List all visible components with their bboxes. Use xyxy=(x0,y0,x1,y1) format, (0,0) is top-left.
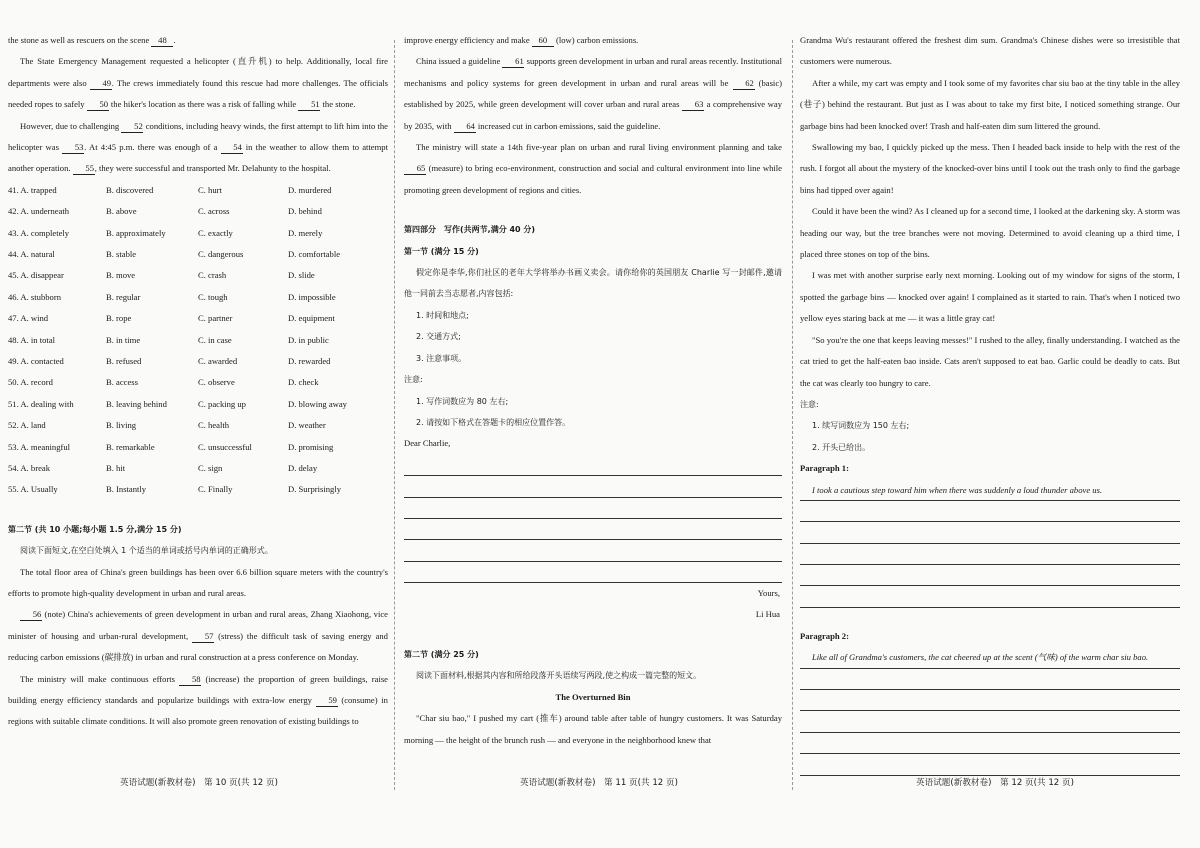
writing-line xyxy=(800,733,1180,754)
paragraph-2-writing-area[interactable] xyxy=(800,669,1180,776)
blank-54: 54 xyxy=(221,141,243,154)
page-footer: 英语试题(新教材卷) 第 11 页(共 12 页) xyxy=(520,778,678,788)
option-row: 54. A. break B. hit C. sign D. delay xyxy=(8,462,318,473)
writing-line xyxy=(404,455,782,476)
story-paragraph: Could it have been the wind? As I cleaned up for a second time, I looked at the darkening sky. A storm was heading our way, but the tree branches were not moving. Determined to avoid cleaning up a third time, I placed three stones on top of the bins. xyxy=(800,206,1180,260)
writing-line xyxy=(800,565,1180,586)
blank-60: 60 xyxy=(532,34,554,47)
paragraph-1-opening: I took a cautious step toward him when there was suddenly a loud thunder above us. xyxy=(800,480,1180,501)
option-row: 42. A. underneath B. above C. across D. behind xyxy=(8,206,322,217)
grammar-paragraph-58: The ministry will make continuous efforts 58 (increase) the proportion of green buildings, raise building energy efficiency standards and popularize buildings with extra-low energy 59 (consume) in regions with suitable climate conditions. It will also promote green renovation of existing buildings to xyxy=(8,673,388,727)
story-paragraph: Swallowing my bao, I quickly picked up the mess. Then I headed back inside to help with the rest of the rush. I forgot all about the mystery of the knocked-over bins until I took out the trash only to find the garbage bins had tipped over again! xyxy=(800,142,1180,195)
option-list xyxy=(8,180,388,501)
writing-section-1-prompt: 假定你是李华,你们社区的老年大学将举办书画义卖会。请你给你的英国朋友 Charlie 写一封邮件,邀请他一同前去当志愿者,内容包括: xyxy=(404,268,782,299)
blank-49: 49 xyxy=(90,77,112,90)
writing-line xyxy=(404,498,782,519)
story-paragraph: After a while, my cart was empty and I took some of my favorites char siu bao at the tiny table in the alley (巷子) behind the restaurant. But just as I was about to take my first bite, I noticed something strange. Our garbage bins had been knocked over! Trash and half-eaten dim sum littered the ground. xyxy=(800,77,1180,131)
letter-closing: Yours, xyxy=(757,588,780,599)
writing-line xyxy=(404,540,782,561)
option-row: 43. A. completely B. approximately C. exactly D. merely xyxy=(8,227,323,238)
note-label: 注意: xyxy=(404,375,423,385)
page-10-column xyxy=(8,30,388,790)
grammar-paragraph-ministry: The ministry will state a 14th five-year plan on urban and rural living environment planning and take 65 (measure) to bring eco-environment, construction and social and cultural environment into line while promoting green development of regions and cities. xyxy=(404,142,782,195)
story-title: The Overturned Bin xyxy=(555,691,631,702)
note-label: 注意: xyxy=(800,399,819,409)
grammar-line-60: improve energy efficiency and make 60 (low) carbon emissions. xyxy=(404,35,639,45)
writing-line xyxy=(800,711,1180,732)
grammar-paragraph-56: 56 (note) China's achievements of green development in urban and rural areas, Zhang Xiaohong, vice minister of housing and urban-rural development, 57 (stress) the difficult task of saving energy and reducing carbon emissions (碳排放) in urban and rural construction at a press conference on Monday. xyxy=(8,609,388,663)
note-item: 1. 续写词数应为 150 左右; xyxy=(812,421,910,431)
paragraph-2-opening: Like all of Grandma's customers, the cat cheered up at the scent (气味) of the warm char siu bao. xyxy=(800,647,1180,668)
option-row: 41. A. trapped B. discovered C. hurt D. murdered xyxy=(8,184,332,195)
writing-line xyxy=(800,669,1180,690)
writing-line xyxy=(800,754,1180,775)
writing-line xyxy=(800,522,1180,543)
writing-section-2-title: 第二节 (满分 25 分) xyxy=(404,649,479,659)
page-footer: 英语试题(新教材卷) 第 10 页(共 12 页) xyxy=(120,778,278,788)
letter-signature: Li Hua xyxy=(755,609,780,620)
section-2-title: 第二节 (共 10 小题;每小题 1.5 分,满分 15 分) xyxy=(8,524,182,534)
option-row: 55. A. Usually B. Instantly C. Finally D. Surprisingly xyxy=(8,484,341,495)
option-row: 45. A. disappear B. move C. crash D. slide xyxy=(8,270,315,281)
writing-line xyxy=(800,586,1180,607)
paragraph-1-writing-area[interactable] xyxy=(800,501,1180,608)
option-row: 44. A. natural B. stable C. dangerous D. comfortable xyxy=(8,249,341,260)
column-divider xyxy=(394,40,395,790)
option-row: 50. A. record B. access C. observe D. check xyxy=(8,377,319,388)
blank-52: 52 xyxy=(121,120,143,133)
part-4-title: 第四部分 写作(共两节,满分 40 分) xyxy=(404,225,536,235)
prompt-item: 3. 注意事项。 xyxy=(416,353,467,363)
option-row: 51. A. dealing with B. leaving behind C. packing up D. blowing away xyxy=(8,398,347,409)
blank-62: 62 xyxy=(733,77,755,90)
letter-writing-area[interactable] xyxy=(404,455,782,583)
page-11-column xyxy=(404,30,782,790)
cloze-line-48: the stone as well as rescuers on the scene 48 . xyxy=(8,35,176,45)
writing-section-2-instructions: 阅读下面材料,根据其内容和所给段落开头语续写两段,使之构成一篇完整的短文。 xyxy=(416,671,702,681)
blank-48: 48 xyxy=(151,34,173,47)
option-row: 52. A. land B. living C. health D. weather xyxy=(8,420,326,431)
option-row: 53. A. meaningful B. remarkable C. unsuccessful D. promising xyxy=(8,441,334,452)
option-row: 49. A. contacted B. refused C. awarded D. rewarded xyxy=(8,355,331,366)
writing-line xyxy=(404,562,782,583)
note-item: 2. 请按如下格式在答题卡的相应位置作答。 xyxy=(416,417,571,427)
note-item: 2. 开头已给出。 xyxy=(812,442,871,452)
cloze-paragraph-however: However, due to challenging 52 conditions, including heavy winds, the first attempt to lift him into the helicopter was 53. At 4:45 p.m. there was enough of a 54 in the weather to allow them to attempt another operation. 55, they were successful and transported Mr. Delahunty to the hospital. xyxy=(8,120,389,174)
story-paragraph: "Char siu bao," I pushed my cart (推车) around table after table of hungry customers. It was Saturday morning — the height of the brunch rush — and everyone in the neighborhood knew that xyxy=(404,713,782,745)
writing-section-1-title: 第一节 (满分 15 分) xyxy=(404,246,479,256)
blank-53: 53 xyxy=(62,141,84,154)
story-paragraph: "So you're the one that keeps leaving messes!" I rushed to the alley, finally understanding. I watched as the cat tried to get the half-eaten bao inside. Cats aren't supposed to eat bao. Garlic could be deadly to cats. But the cat was clearly too hungry to care. xyxy=(800,334,1180,388)
prompt-item: 2. 交通方式; xyxy=(416,332,461,342)
blank-64: 64 xyxy=(454,120,476,133)
prompt-item: 1. 时间和地点; xyxy=(416,310,469,320)
page-12-column xyxy=(800,30,1180,790)
cloze-paragraph-helicopter: The State Emergency Management requested a helicopter (直升机) to help. Additionally, local fire departments were also 49. The crews immediately found this rescue had more challenges. The officials needed ropes to safely 50 the hiker's location as there was a risk of falling while 51 the stone. xyxy=(8,56,388,110)
writing-line xyxy=(800,690,1180,711)
grammar-paragraph-total: The total floor area of China's green buildings has been over 6.6 billion square meters with the country's efforts to promote high-quality development in urban and rural areas. xyxy=(8,566,388,598)
writing-line xyxy=(800,544,1180,565)
blank-51: 51 xyxy=(298,98,320,111)
writing-line xyxy=(800,501,1180,522)
letter-salutation: Dear Charlie, xyxy=(404,438,451,449)
option-row: 46. A. stubborn B. regular C. tough D. impossible xyxy=(8,291,336,302)
column-divider xyxy=(792,40,793,790)
blank-56: 56 xyxy=(20,608,42,621)
option-row: 48. A. in total B. in time C. in case D. in public xyxy=(8,334,329,345)
paragraph-2-label: Paragraph 2: xyxy=(800,630,849,641)
blank-50: 50 xyxy=(87,98,109,111)
blank-61: 61 xyxy=(502,55,524,68)
blank-63: 63 xyxy=(682,98,704,111)
blank-59: 59 xyxy=(316,694,338,707)
note-item: 1. 写作词数应为 80 左右; xyxy=(416,396,509,406)
grammar-paragraph-china: China issued a guideline 61 supports green development in urban and rural areas recently. Institutional mechanisms and policy systems for green development in urban and rural areas will be 62 (basic) established by 2025, while green development will cover urban and rural areas 63 a comprehensive way by 2035, with 64 increased cut in carbon emissions, said the guideline. xyxy=(404,56,783,131)
blank-58: 58 xyxy=(179,673,201,686)
story-paragraph: I was met with another surprise early next morning. Looking out of my window for signs of the storm, I spotted the garbage bins — knocked over again! I complained as it started to rain. That's when I noticed two yellow eyes staring back at me — it was a little gray cat! xyxy=(800,270,1180,324)
blank-55: 55 xyxy=(73,162,95,175)
option-row: 47. A. wind B. rope C. partner D. equipment xyxy=(8,313,335,324)
story-paragraph: Grandma Wu's restaurant offered the freshest dim sum. Grandma's Chinese dishes were so irresistible that customers were numerous. xyxy=(800,35,1180,67)
blank-57: 57 xyxy=(192,630,214,643)
writing-line xyxy=(404,476,782,497)
writing-line xyxy=(404,519,782,540)
blank-65: 65 xyxy=(404,162,426,175)
section-2-instructions: 阅读下面短文,在空白处填入 1 个适当的单词或括号内单词的正确形式。 xyxy=(20,546,273,556)
page-footer: 英语试题(新教材卷) 第 12 页(共 12 页) xyxy=(916,778,1074,788)
paragraph-1-label: Paragraph 1: xyxy=(800,463,849,474)
